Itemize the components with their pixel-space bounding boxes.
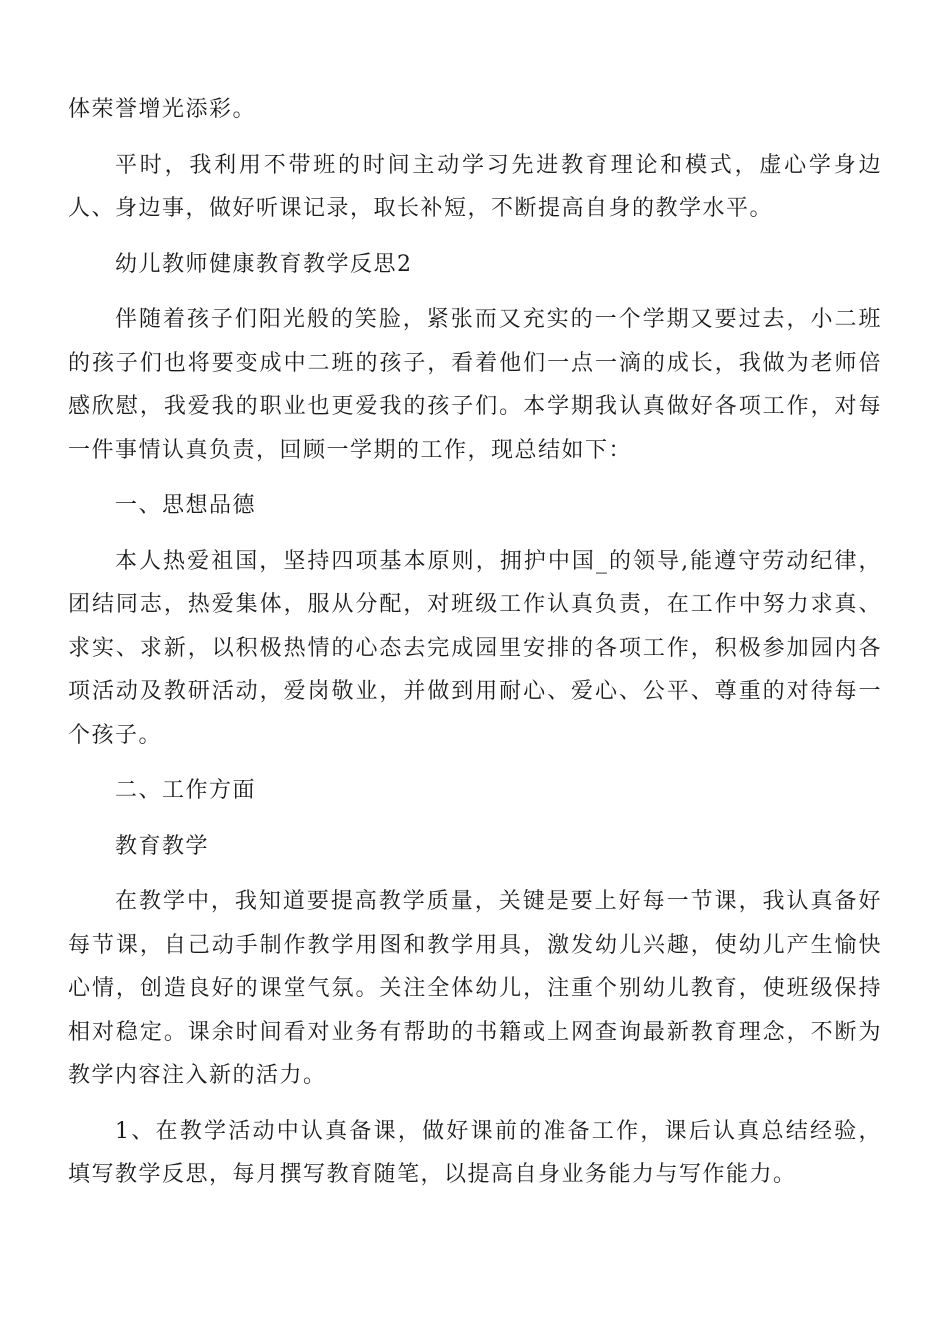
paragraph-study: 平时，我利用不带班的时间主动学习先进教育理论和模式，虚心学身边人、身边事，做好听课记录，取长补短，不断提高自身的教学水平。 [68, 152, 882, 221]
paragraph-item-1: 1、在教学活动中认真备课，做好课前的准备工作，课后认真总结经验，填写教学反思，每月撰写教育随笔，以提高自身业务能力与写作能力。 [68, 1118, 882, 1187]
paragraph-continuation: 体荣誉增光添彩。 [68, 97, 257, 122]
paragraph-teaching: 在教学中，我知道要提高教学质量，关键是要上好每一节课，我认真备好每节课，自己动手制作教学用图和教学用具，激发幼儿兴趣，使幼儿产生愉快心情，创造良好的课堂气氛。关注全体幼儿，注重个别幼儿教育，使班级保持相对稳定。课余时间看对业务有帮助的书籍或上网查询最新教育理念，不断为教学内容注入新的活力。 [68, 889, 882, 1088]
paragraph-ideology: 本人热爱祖国，坚持四项基本原则，拥护中国_的领导,能遵守劳动纪律，团结同志，热爱集体，服从分配，对班级工作认真负责，在工作中努力求真、求实、求新，以积极热情的心态去完成园里安排的各项工作，积极参加园内各项活动及教研活动，爱岗敬业，并做到用耐心、爱心、公平、尊重的对待每一个孩子。 [68, 548, 882, 748]
section-title-reflection-2: 幼儿教师健康教育教学反思2 [115, 251, 413, 277]
heading-work: 二、工作方面 [115, 778, 257, 803]
subheading-teaching: 教育教学 [115, 833, 210, 859]
document-page [68, 88, 882, 1209]
heading-ideology: 一、思想品德 [115, 493, 257, 518]
paragraph-intro: 伴随着孩子们阳光般的笑脸，紧张而又充实的一个学期又要过去，小二班的孩子们也将要变成中二班的孩子，看着他们一点一滴的成长，我做为老师倍感欣慰，我爱我的职业也更爱我的孩子们。本学期我认真做好各项工作，对每一件事情认真负责，回顾一学期的工作，现总结如下： [68, 307, 882, 463]
